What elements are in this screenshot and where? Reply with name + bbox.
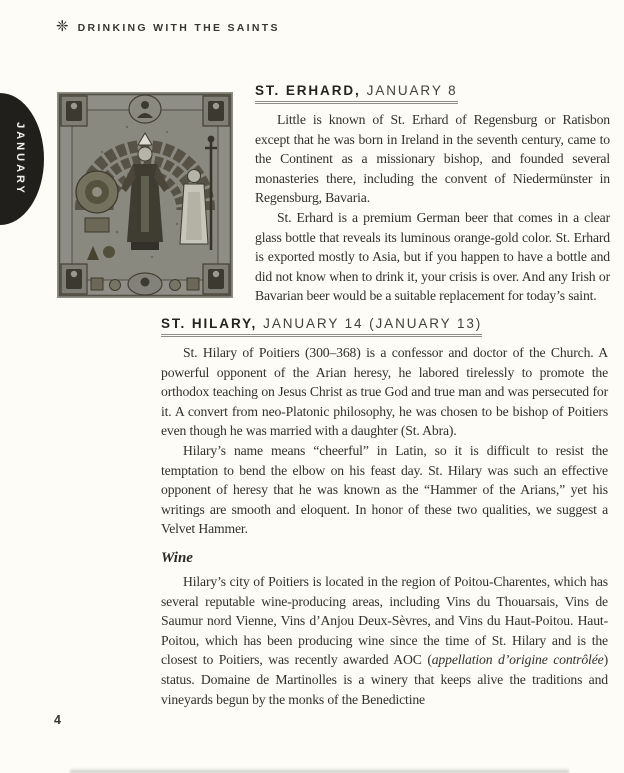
wine-text-after: ) status. Domaine de Martinolles is a winery that keeps alive the traditions and vineyards begun by the monks of the Benedictine xyxy=(161,652,608,707)
saint-name: ST. ERHARD, xyxy=(255,83,361,98)
feast-date: JANUARY 8 xyxy=(366,83,458,98)
wine-text-before: Hilary’s city of Poitiers is located in the region of Poitou-Charentes, which has several reputable wine-producing areas, including Vins du Thouarsais, Vins de Saumur nord Vienne, Vins d’Anjou Deux-Sèvres, and Vins du Haut-Poitou. Haut-Poitou, which has been producing wine since the time of St. Hilary and is the closest to Poitiers, was recently awarded AOC ( xyxy=(161,573,608,668)
section-st-hilary xyxy=(161,316,608,709)
month-tab-january xyxy=(0,93,44,225)
book-title: DRINKING WITH THE SAINTS xyxy=(77,21,280,34)
page-number: 4 xyxy=(54,713,61,727)
subheading-wine: Wine xyxy=(161,549,193,566)
running-header xyxy=(56,20,280,35)
section-heading-st-hilary xyxy=(161,316,482,337)
cross-ornament-icon: ❈ xyxy=(56,19,69,35)
erhard-paragraph-2: St. Erhard is a premium German beer that comes in a clear glass bottle that reveals its luminous orange-gold color. St. Erhard is exported mostly to Asia, but if you happen to have a bottle and did not know when to drink it, your crisis is over. And any Irish or Bavarian beer would be a suitable replacement for today’s saint. xyxy=(255,209,610,304)
wine-paragraph xyxy=(161,572,608,709)
month-tab-label: JANUARY xyxy=(14,122,27,196)
manuscript-illustration xyxy=(57,92,233,298)
erhard-paragraph-1: Little is known of St. Erhard of Regensburg or Ratisbon except that he was born in Ireland in the seventh century, came to the Continent as a missionary bishop, and founded several monasteries there, including the convent of Niedermünster in Regensburg, Bavaria. xyxy=(255,112,610,206)
wine-text-italic: appellation d’origine contrôlée xyxy=(431,652,604,668)
section-heading-st-erhard xyxy=(255,83,458,104)
feast-date: JANUARY 14 (JANUARY 13) xyxy=(263,316,483,331)
saint-name: ST. HILARY, xyxy=(161,316,258,331)
hilary-paragraph-2: Hilary’s name means “cheerful” in Latin, so it is difficult to resist the temptation to bend the elbow on his feast day. St. Hilary was such an effective opponent of heresy that he was known as the “Hammer of the Arians,” yet his writings are smooth and eloquent. In honor of these two qualities, we suggest a Velvet Hammer. xyxy=(161,442,608,537)
scan-edge-artifact xyxy=(70,768,569,773)
st-erhard-illumination-image xyxy=(57,92,233,298)
hilary-paragraph-1: St. Hilary of Poitiers (300–368) is a confessor and doctor of the Church. A powerful opponent of the Arian heresy, he labored tirelessly to promote the orthodox teaching on Jesus Christ as true God and true man and was persecuted for it. A convert from neo-Platonic philosophy, he was chosen to be bishop of Poitiers even though he was married with a daughter (St. Abra). xyxy=(161,345,608,439)
section-st-erhard xyxy=(255,83,610,306)
